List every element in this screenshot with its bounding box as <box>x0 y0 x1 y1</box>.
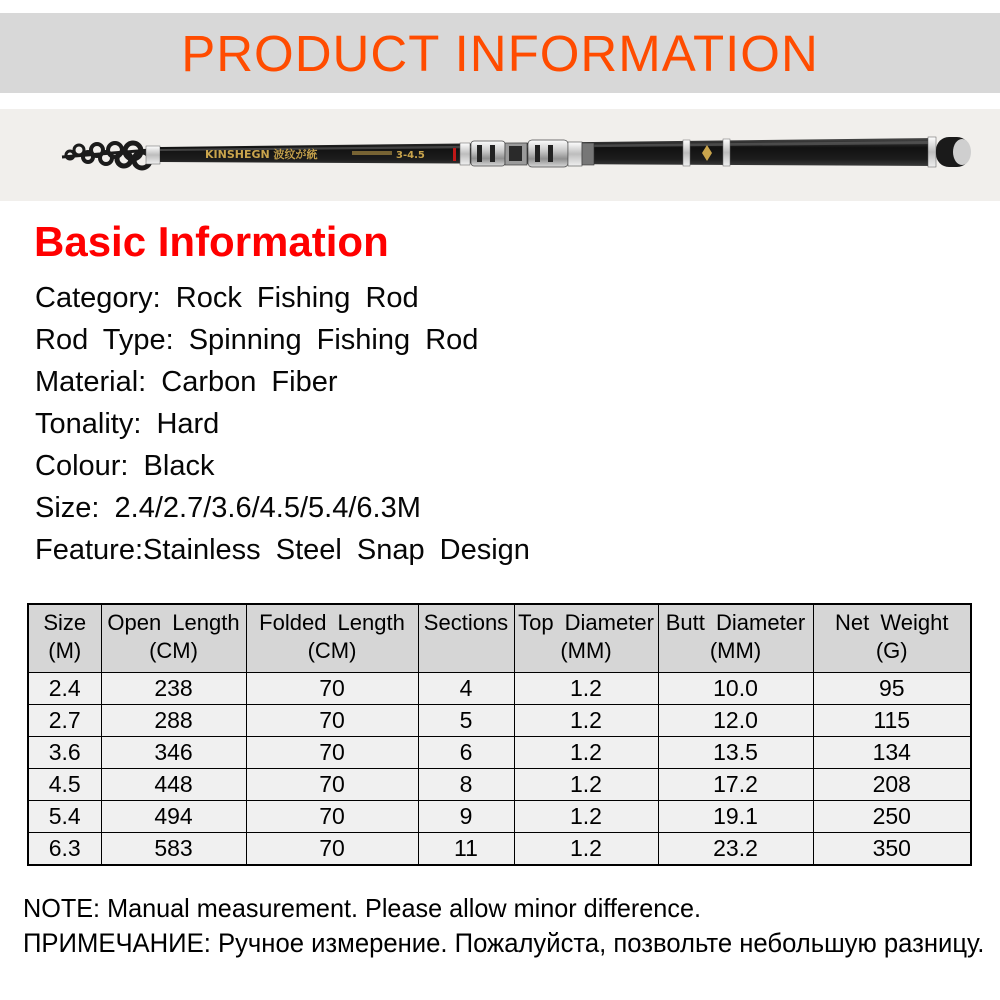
note-english-text: NOTE: Manual measurement. Please allow minor difference. <box>23 893 701 923</box>
col-open-length: Open Length (CM) <box>101 604 246 673</box>
rod-size-mark: 3-4.5 <box>396 150 425 161</box>
red-mark-left <box>453 148 456 161</box>
note-english <box>23 893 722 924</box>
col-size: Size (M) <box>28 604 101 673</box>
table-row: 4.5 448 70 8 1.2 17.2 208 <box>28 769 971 801</box>
spec-tonality: Tonality: Hard <box>35 408 220 440</box>
fishing-rod-image <box>0 103 1000 208</box>
butt-cap-end <box>953 139 971 165</box>
spec-list <box>35 277 530 571</box>
size-spec-table <box>27 603 972 866</box>
table-row: 6.3 583 70 11 1.2 23.2 350 <box>28 833 971 866</box>
reel-seat-hardware <box>460 140 594 167</box>
table-row: 5.4 494 70 9 1.2 19.1 250 <box>28 801 971 833</box>
col-butt-diameter: Butt Diameter (MM) <box>658 604 813 673</box>
col-top-diameter: Top Diameter (MM) <box>514 604 658 673</box>
handle-ring-right <box>723 139 730 166</box>
note-russian-text: ПРИМЕЧАНИЕ: Ручное измерение. Пожалуйста, позвольте небольшую разницу. <box>23 928 985 958</box>
spec-material: Material: Carbon Fiber <box>35 366 338 398</box>
spec-category: Category: Rock Fishing Rod <box>35 282 419 314</box>
rod-fine-print <box>352 151 392 155</box>
table-header-row <box>28 604 971 673</box>
butt-ring <box>928 137 936 167</box>
col-sections: Sections <box>418 604 514 673</box>
fishing-rod-svg <box>0 103 1000 208</box>
table-row: 3.6 346 70 6 1.2 13.5 134 <box>28 737 971 769</box>
rod-brand-text: KINSHEGN 波纹が統 <box>205 148 318 161</box>
note-russian <box>23 928 1000 959</box>
spec-colour: Colour: Black <box>35 450 215 482</box>
spec-feature: Feature:Stainless Steel Snap Design <box>35 534 530 566</box>
spec-size: Size: 2.4/2.7/3.6/4.5/5.4/6.3M <box>35 492 421 524</box>
table-row: 2.7 288 70 5 1.2 12.0 115 <box>28 705 971 737</box>
spec-rod-type: Rod Type: Spinning Fishing Rod <box>35 324 479 356</box>
table-row: 2.4 238 70 4 1.2 10.0 95 <box>28 673 971 705</box>
col-net-weight: Net Weight (G) <box>813 604 971 673</box>
rod-ferrule <box>146 146 160 164</box>
banner-title: PRODUCT INFORMATION <box>181 24 819 82</box>
basic-information-heading: Basic Information <box>34 218 389 265</box>
handle-ring-left <box>683 140 690 166</box>
col-folded-length: Folded Length (CM) <box>246 604 418 673</box>
product-information-banner <box>0 13 1000 93</box>
